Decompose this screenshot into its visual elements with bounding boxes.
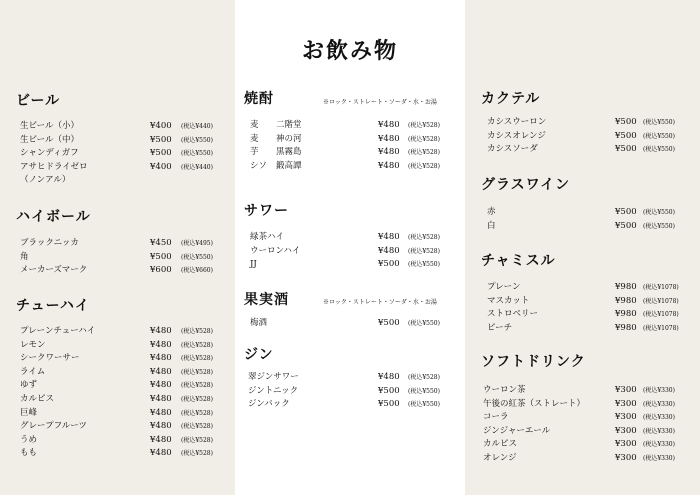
item-price: ¥480 [378,133,400,144]
item-label: JJ [250,259,257,270]
item-label: 二階堂 [276,120,302,130]
item-name [483,398,585,412]
item-tax-price: (税込¥495) [181,240,213,247]
item-price: ¥480 [150,366,172,377]
item-label: 鍛高譚 [276,160,302,171]
item-name [20,447,37,461]
item-tax-price: (税込¥550) [181,253,213,261]
item-tax-price: (税込¥528) [181,395,213,403]
section-heading: カクテル [481,91,541,107]
section-heading: ハイボール [16,209,91,225]
item-label: 巨峰 [20,407,38,418]
item-label: 午後の紅茶（ストレート） [483,398,586,409]
item-tax-price: (税込¥330) [643,387,675,394]
item-price: ¥300 [615,412,637,423]
item-tax-price: (税込¥528) [181,368,213,376]
item-tax-price: (税込¥440) [181,123,213,130]
menu-item [483,452,692,466]
section-heading: チューハイ [16,298,90,314]
item-name [20,339,46,353]
item-name [250,146,302,160]
item-name [250,160,302,174]
item-kind: シソ [250,160,268,171]
item-price: ¥500 [378,385,400,396]
item-tax-price: (税込¥528) [408,122,440,129]
item-name [20,147,79,161]
menu-item [483,438,692,452]
item-name [20,379,37,393]
item-price: ¥300 [615,385,637,395]
menu-item [487,308,692,322]
item-price: ¥500 [615,220,637,231]
item-price: ¥600 [150,265,172,276]
item-name [250,317,267,331]
menu-item [20,352,230,366]
menu-item [20,325,230,339]
item-price: ¥980 [615,309,637,320]
item-label: 白 [487,220,496,231]
item-tax-price: (税込¥550) [643,222,675,230]
section-beer [16,90,60,110]
section-sour [244,200,289,220]
chamisul-list [487,281,692,335]
chuhai-list [20,325,230,461]
item-price: ¥980 [615,295,637,306]
item-name [20,366,45,380]
menu-item [248,371,458,385]
item-price: ¥500 [150,251,172,262]
section-fruitwine [244,289,289,309]
item-price: ¥500 [615,207,637,217]
item-price: ¥480 [150,407,172,418]
item-price: ¥500 [615,130,637,141]
item-tax-price: (税込¥528) [181,382,213,390]
menu-item [20,379,230,393]
item-name [483,411,509,425]
item-price: ¥300 [615,439,637,450]
menu-item [20,393,230,407]
menu-item [250,133,460,147]
menu-item [250,119,460,133]
cocktail-list [487,116,692,157]
item-tax-price: (税込¥550) [408,261,440,269]
item-label: カルピス [20,393,55,404]
item-name [250,119,302,133]
item-label: 角 [20,251,29,262]
menu-item [250,231,460,245]
item-label: ゆず [20,380,38,391]
item-price: ¥450 [150,238,172,248]
section-heading: ソフトドリンク [481,354,586,370]
item-tax-price: (税込¥528) [181,436,213,444]
item-name [487,295,529,309]
menu-item [20,251,230,265]
menu-item [20,264,230,278]
item-price: ¥500 [615,117,637,127]
item-price: ¥480 [378,245,400,256]
highball-list [20,237,230,278]
menu-item [20,366,230,380]
item-price: ¥300 [615,398,637,409]
item-tax-price: (税込¥528) [181,409,213,417]
item-price: ¥480 [150,326,172,336]
item-label: 緑茶ハイ [250,232,285,242]
menu-item [20,339,230,353]
item-kind: 芋 [250,147,259,158]
item-price: ¥500 [615,144,637,155]
item-name [20,434,37,448]
item-name [487,206,496,220]
item-label: 翠ジンサワー [248,372,299,382]
item-price: ¥300 [615,452,637,463]
item-tax-price: (税込¥440) [181,163,213,171]
item-tax-price: (税込¥528) [181,341,213,349]
section-heading: 焼酎 [244,91,274,107]
item-label: カシスウーロン [487,117,547,127]
item-tax-price: (税込¥528) [408,247,440,255]
menu-item [483,398,692,412]
gin-list [248,371,458,412]
item-label: グレープフルーツ [20,421,87,432]
item-label: ウーロン茶 [483,385,526,395]
item-name [20,352,80,366]
menu-item [20,447,230,461]
item-price: ¥480 [378,372,400,382]
item-tax-price: (税込¥330) [643,427,675,435]
item-label: ストロベリー [487,309,539,320]
item-name [487,322,512,336]
item-tax-price: (税込¥528) [181,355,213,363]
item-price: ¥980 [615,322,637,333]
item-label: メーカーズマーク [20,265,88,276]
item-price: ¥400 [150,121,172,131]
item-tax-price: (税込¥550) [408,401,440,409]
section-heading: グラスワイン [481,177,571,193]
item-label: ライム [20,366,46,377]
item-tax-price: (税込¥528) [408,234,440,241]
menu-item [483,411,692,425]
menu-item [20,161,230,175]
menu-item [487,143,692,157]
menu-item [487,130,692,144]
item-tax-price: (税込¥550) [181,136,213,144]
item-label: カルピス [483,439,518,450]
menu-item [250,160,460,174]
menu-item [250,245,460,259]
section-highball [16,206,91,226]
item-name [487,308,538,322]
item-price: ¥500 [378,318,400,328]
item-name [20,174,70,188]
item-label: プレーン [487,282,521,292]
glasswine-list [487,206,692,233]
item-price: ¥480 [378,232,400,242]
item-tax-price: (税込¥528) [408,162,440,170]
item-name [250,258,257,272]
item-label: 生ビール（小） [20,121,79,131]
item-price: ¥500 [150,148,172,159]
item-label: 黒霧島 [276,147,302,158]
item-tax-price: (税込¥528) [408,135,440,143]
item-label: コーラ [483,412,509,423]
section-heading: 果実酒 [244,292,289,308]
shochu-list [250,119,460,173]
item-label: うめ [20,434,38,445]
item-price: ¥480 [378,160,400,171]
item-label: ウーロンハイ [250,245,301,256]
sour-list [250,231,460,272]
item-name [20,325,95,339]
item-label: ジントニック [248,385,299,396]
item-tax-price: (税込¥1078) [643,297,679,305]
item-kind: 麦 [250,133,259,144]
item-tax-price: (税込¥528) [181,423,213,431]
menu-item [248,385,458,399]
item-tax-price: (税込¥528) [408,374,440,381]
menu-item [20,407,230,421]
menu-item [248,398,458,412]
menu-item [20,147,230,161]
item-price: ¥480 [378,120,400,130]
fruitwine-list [250,317,460,331]
menu-item [487,295,692,309]
item-price: ¥980 [615,282,637,292]
item-price: ¥480 [150,339,172,350]
menu-item [250,317,460,331]
section-heading: サワー [244,203,289,219]
item-label: レモン [20,339,46,350]
menu-item [20,420,230,434]
item-tax-price: (税込¥550) [408,387,440,395]
item-price: ¥480 [150,353,172,364]
section-chamisul [481,250,556,270]
page-title: お飲み物 [301,38,398,64]
item-name [248,371,299,385]
item-name [20,161,88,175]
item-price: ¥500 [378,399,400,410]
section-heading: ジン [244,347,274,363]
item-tax-price: (税込¥550) [181,150,213,158]
item-label: ブラックニッカ [20,238,79,248]
item-tax-price: (税込¥1078) [643,311,679,319]
serving-note: ※ロック・ストレート・ソーダ・水・お湯 [323,299,437,306]
item-name [487,281,521,295]
item-tax-price: (税込¥528) [181,450,213,458]
item-tax-price: (税込¥550) [643,132,675,140]
section-shochu [244,88,274,108]
item-price: ¥480 [150,421,172,432]
item-price: ¥400 [150,161,172,172]
item-label: もも [20,448,38,459]
item-name [250,231,284,245]
serving-note: ※ロック・ストレート・ソーダ・水・お湯 [323,99,437,106]
item-tax-price: (税込¥550) [643,119,675,126]
section-heading: ビール [16,93,61,109]
item-name [20,264,87,278]
item-name [248,398,290,412]
item-label: カシスオレンジ [487,130,546,141]
menu-item [483,384,692,398]
section-heading: チャミスル [481,253,556,269]
section-softdrink [481,351,586,371]
item-name [20,120,79,134]
item-tax-price: (税込¥528) [408,149,440,157]
softdrink-list [483,384,692,466]
item-tax-price: (税込¥550) [408,320,440,327]
item-name [250,133,302,147]
item-name [248,385,298,399]
item-name [487,116,546,130]
item-label: ピーチ [487,322,513,333]
item-name [20,134,79,148]
item-price: ¥300 [615,425,637,436]
item-price: ¥480 [150,393,172,404]
item-label: シークワーサー [20,353,80,364]
item-label: （ノンアル） [20,175,71,186]
section-gin [244,344,274,364]
menu-item [487,322,692,336]
item-label: 梅酒 [250,318,268,328]
item-label: ジンバック [248,399,290,410]
menu-item [20,434,230,448]
item-name [20,393,54,407]
item-name [483,438,517,452]
item-label: 神の河 [276,133,302,144]
item-tax-price: (税込¥330) [643,454,675,462]
item-label: 生ビール（中） [20,134,79,145]
item-label: プレーンチューハイ [20,326,96,336]
menu-item [20,120,230,134]
item-label: マスカット [487,295,530,306]
menu-item [487,220,692,234]
item-label: シャンディガフ [20,148,79,159]
item-price: ¥480 [150,380,172,391]
item-name [20,407,37,421]
item-tax-price: (税込¥330) [643,441,675,449]
item-name [483,452,517,466]
item-name [487,130,546,144]
menu-item [250,258,460,272]
item-name [20,251,29,265]
item-kind: 麦 [250,120,259,130]
section-chuhai [16,295,90,315]
item-tax-price: (税込¥550) [643,146,675,154]
menu-item [487,281,692,295]
item-label: オレンジ [483,452,517,463]
menu-item [20,174,230,188]
menu-item [20,134,230,148]
item-tax-price: (税込¥1078) [643,284,679,291]
menu-item [487,116,692,130]
section-cocktail [481,88,540,108]
item-label: アサヒドライゼロ [20,161,88,172]
item-tax-price: (税込¥1078) [643,324,679,332]
item-tax-price: (税込¥330) [643,414,675,422]
item-price: ¥500 [150,134,172,145]
item-tax-price: (税込¥528) [181,328,213,335]
item-name [483,425,550,439]
item-tax-price: (税込¥330) [643,400,675,408]
beer-list [20,120,230,188]
item-tax-price: (税込¥550) [643,209,675,216]
item-label: カシスソーダ [487,144,538,155]
item-name [487,143,538,157]
item-label: 赤 [487,207,496,217]
menu-item [483,425,692,439]
item-name [20,420,87,434]
item-price: ¥480 [150,434,172,445]
item-name [487,220,496,234]
item-price: ¥480 [150,448,172,459]
item-label: ジンジャーエール [483,425,551,436]
menu-item [487,206,692,220]
item-tax-price: (税込¥660) [181,267,213,275]
menu-item [20,237,230,251]
item-price: ¥500 [378,259,400,270]
item-name [250,245,300,259]
menu-item [250,146,460,160]
item-name [20,237,79,251]
item-name [483,384,526,398]
item-price: ¥480 [378,147,400,158]
section-glasswine [481,174,570,194]
